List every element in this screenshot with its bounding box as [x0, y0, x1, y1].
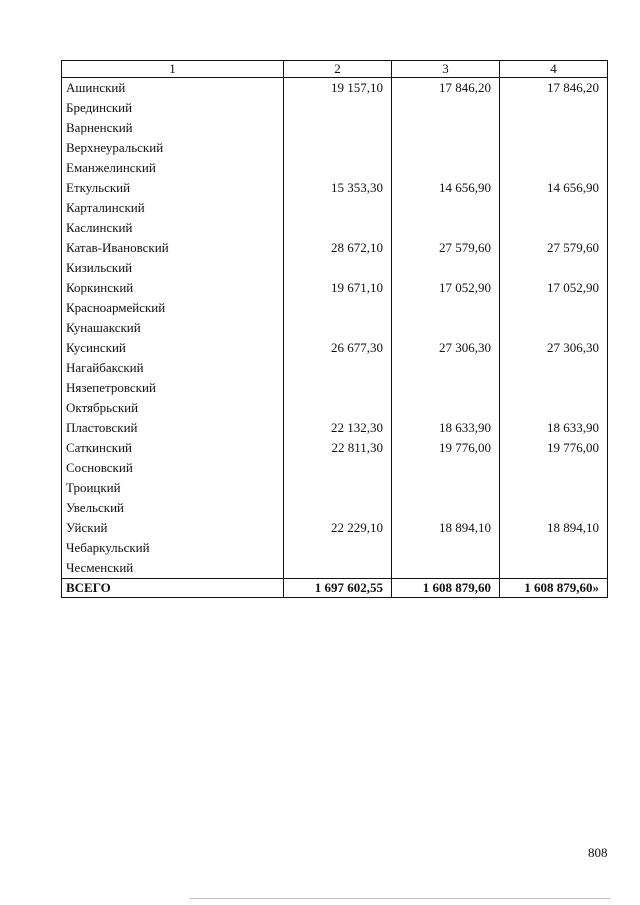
table-row [62, 118, 608, 138]
value-cell-col2 [284, 538, 392, 558]
table-row [62, 378, 608, 398]
value-cell-col3: 19 776,00 [392, 438, 500, 458]
total-row [62, 579, 608, 598]
value-cell-col3: 18 894,10 [392, 518, 500, 538]
district-name-cell: Ашинский [62, 78, 284, 99]
district-name-cell: Троицкий [62, 478, 284, 498]
table-row [62, 218, 608, 238]
table-row [62, 478, 608, 498]
table-header [62, 61, 608, 78]
value-cell-col2 [284, 358, 392, 378]
value-cell-col2: 19 157,10 [284, 78, 392, 99]
value-cell-col3 [392, 538, 500, 558]
value-cell-col4: 18 894,10 [500, 518, 608, 538]
value-cell-col2: 15 353,30 [284, 178, 392, 198]
table-row [62, 198, 608, 218]
district-name-cell: Верхнеуральский [62, 138, 284, 158]
value-cell-col4: 18 633,90 [500, 418, 608, 438]
value-cell-col3 [392, 478, 500, 498]
value-cell-col3 [392, 318, 500, 338]
value-cell-col4 [500, 258, 608, 278]
value-cell-col3: 14 656,90 [392, 178, 500, 198]
value-cell-col4 [500, 318, 608, 338]
page-number: 808 [588, 845, 608, 860]
value-cell-col4: 17 846,20 [500, 78, 608, 99]
value-cell-col2 [284, 118, 392, 138]
value-cell-col3 [392, 218, 500, 238]
table-row [62, 358, 608, 378]
header-row [62, 61, 608, 78]
value-cell-col2: 22 811,30 [284, 438, 392, 458]
value-cell-col3 [392, 498, 500, 518]
value-cell-col2 [284, 318, 392, 338]
value-cell-col2: 26 677,30 [284, 338, 392, 358]
value-cell-col4 [500, 478, 608, 498]
total-label-cell: ВСЕГО [62, 579, 284, 598]
table-row [62, 518, 608, 538]
value-cell-col4 [500, 558, 608, 579]
table-row [62, 138, 608, 158]
value-cell-col2 [284, 558, 392, 579]
value-cell-col3: 18 633,90 [392, 418, 500, 438]
district-name-cell: Еткульский [62, 178, 284, 198]
value-cell-col3 [392, 558, 500, 579]
bottom-rule [190, 898, 610, 899]
table-row [62, 278, 608, 298]
value-cell-col2: 22 132,30 [284, 418, 392, 438]
value-cell-col3: 17 846,20 [392, 78, 500, 99]
district-name-cell: Нязепетровский [62, 378, 284, 398]
table-row [62, 158, 608, 178]
value-cell-col4 [500, 378, 608, 398]
value-cell-col2 [284, 458, 392, 478]
table-row [62, 318, 608, 338]
value-cell-col3 [392, 158, 500, 178]
district-name-cell: Увельский [62, 498, 284, 518]
column-header-3: 3 [392, 61, 500, 78]
value-cell-col4 [500, 218, 608, 238]
table-row [62, 498, 608, 518]
table-row [62, 238, 608, 258]
value-cell-col4: 17 052,90 [500, 278, 608, 298]
value-cell-col4: 27 306,30 [500, 338, 608, 358]
value-cell-col4 [500, 458, 608, 478]
table-body [62, 78, 608, 598]
table-row [62, 178, 608, 198]
table-row [62, 438, 608, 458]
value-cell-col3 [392, 198, 500, 218]
column-header-1: 1 [62, 61, 284, 78]
value-cell-col3 [392, 378, 500, 398]
value-cell-col3 [392, 138, 500, 158]
district-name-cell: Пластовский [62, 418, 284, 438]
total-value-col2: 1 697 602,55 [284, 579, 392, 598]
district-name-cell: Кизильский [62, 258, 284, 278]
value-cell-col4 [500, 398, 608, 418]
district-name-cell: Чебаркульский [62, 538, 284, 558]
value-cell-col4: 19 776,00 [500, 438, 608, 458]
value-cell-col4 [500, 298, 608, 318]
district-name-cell: Уйский [62, 518, 284, 538]
value-cell-col2 [284, 498, 392, 518]
value-cell-col3 [392, 118, 500, 138]
district-name-cell: Красноармейский [62, 298, 284, 318]
value-cell-col4 [500, 498, 608, 518]
district-name-cell: Саткинский [62, 438, 284, 458]
value-cell-col2: 28 672,10 [284, 238, 392, 258]
value-cell-col3: 27 579,60 [392, 238, 500, 258]
value-cell-col4 [500, 118, 608, 138]
value-cell-col2 [284, 138, 392, 158]
district-name-cell: Кунашакский [62, 318, 284, 338]
value-cell-col3 [392, 98, 500, 118]
district-name-cell: Кусинский [62, 338, 284, 358]
value-cell-col2: 19 671,10 [284, 278, 392, 298]
value-cell-col2 [284, 398, 392, 418]
value-cell-col3 [392, 398, 500, 418]
value-cell-col2 [284, 218, 392, 238]
data-table [61, 60, 608, 598]
value-cell-col2 [284, 298, 392, 318]
table-row [62, 78, 608, 99]
table-row [62, 458, 608, 478]
value-cell-col2 [284, 158, 392, 178]
column-header-2: 2 [284, 61, 392, 78]
value-cell-col2 [284, 258, 392, 278]
value-cell-col3 [392, 298, 500, 318]
total-value-col4: 1 608 879,60» [500, 579, 608, 598]
total-value-col3: 1 608 879,60 [392, 579, 500, 598]
value-cell-col3 [392, 258, 500, 278]
district-name-cell: Коркинский [62, 278, 284, 298]
district-name-cell: Чесменский [62, 558, 284, 579]
district-name-cell: Еманжелинский [62, 158, 284, 178]
value-cell-col3 [392, 458, 500, 478]
value-cell-col2: 22 229,10 [284, 518, 392, 538]
value-cell-col4: 27 579,60 [500, 238, 608, 258]
district-name-cell: Карталинский [62, 198, 284, 218]
table-row [62, 418, 608, 438]
table-row [62, 258, 608, 278]
table-row [62, 338, 608, 358]
table-row [62, 398, 608, 418]
district-name-cell: Брединский [62, 98, 284, 118]
district-name-cell: Варненский [62, 118, 284, 138]
value-cell-col3: 17 052,90 [392, 278, 500, 298]
value-cell-col4 [500, 98, 608, 118]
value-cell-col4 [500, 198, 608, 218]
table-row [62, 538, 608, 558]
value-cell-col2 [284, 98, 392, 118]
value-cell-col2 [284, 478, 392, 498]
table-row [62, 298, 608, 318]
value-cell-col4 [500, 158, 608, 178]
value-cell-col4 [500, 538, 608, 558]
table-row [62, 98, 608, 118]
value-cell-col2 [284, 198, 392, 218]
column-header-4: 4 [500, 61, 608, 78]
district-name-cell: Октябрьский [62, 398, 284, 418]
district-name-cell: Сосновский [62, 458, 284, 478]
district-name-cell: Катав-Ивановский [62, 238, 284, 258]
district-name-cell: Нагайбакский [62, 358, 284, 378]
table-row [62, 558, 608, 579]
value-cell-col2 [284, 378, 392, 398]
district-name-cell: Каслинский [62, 218, 284, 238]
value-cell-col3: 27 306,30 [392, 338, 500, 358]
value-cell-col3 [392, 358, 500, 378]
value-cell-col4 [500, 358, 608, 378]
value-cell-col4: 14 656,90 [500, 178, 608, 198]
value-cell-col4 [500, 138, 608, 158]
